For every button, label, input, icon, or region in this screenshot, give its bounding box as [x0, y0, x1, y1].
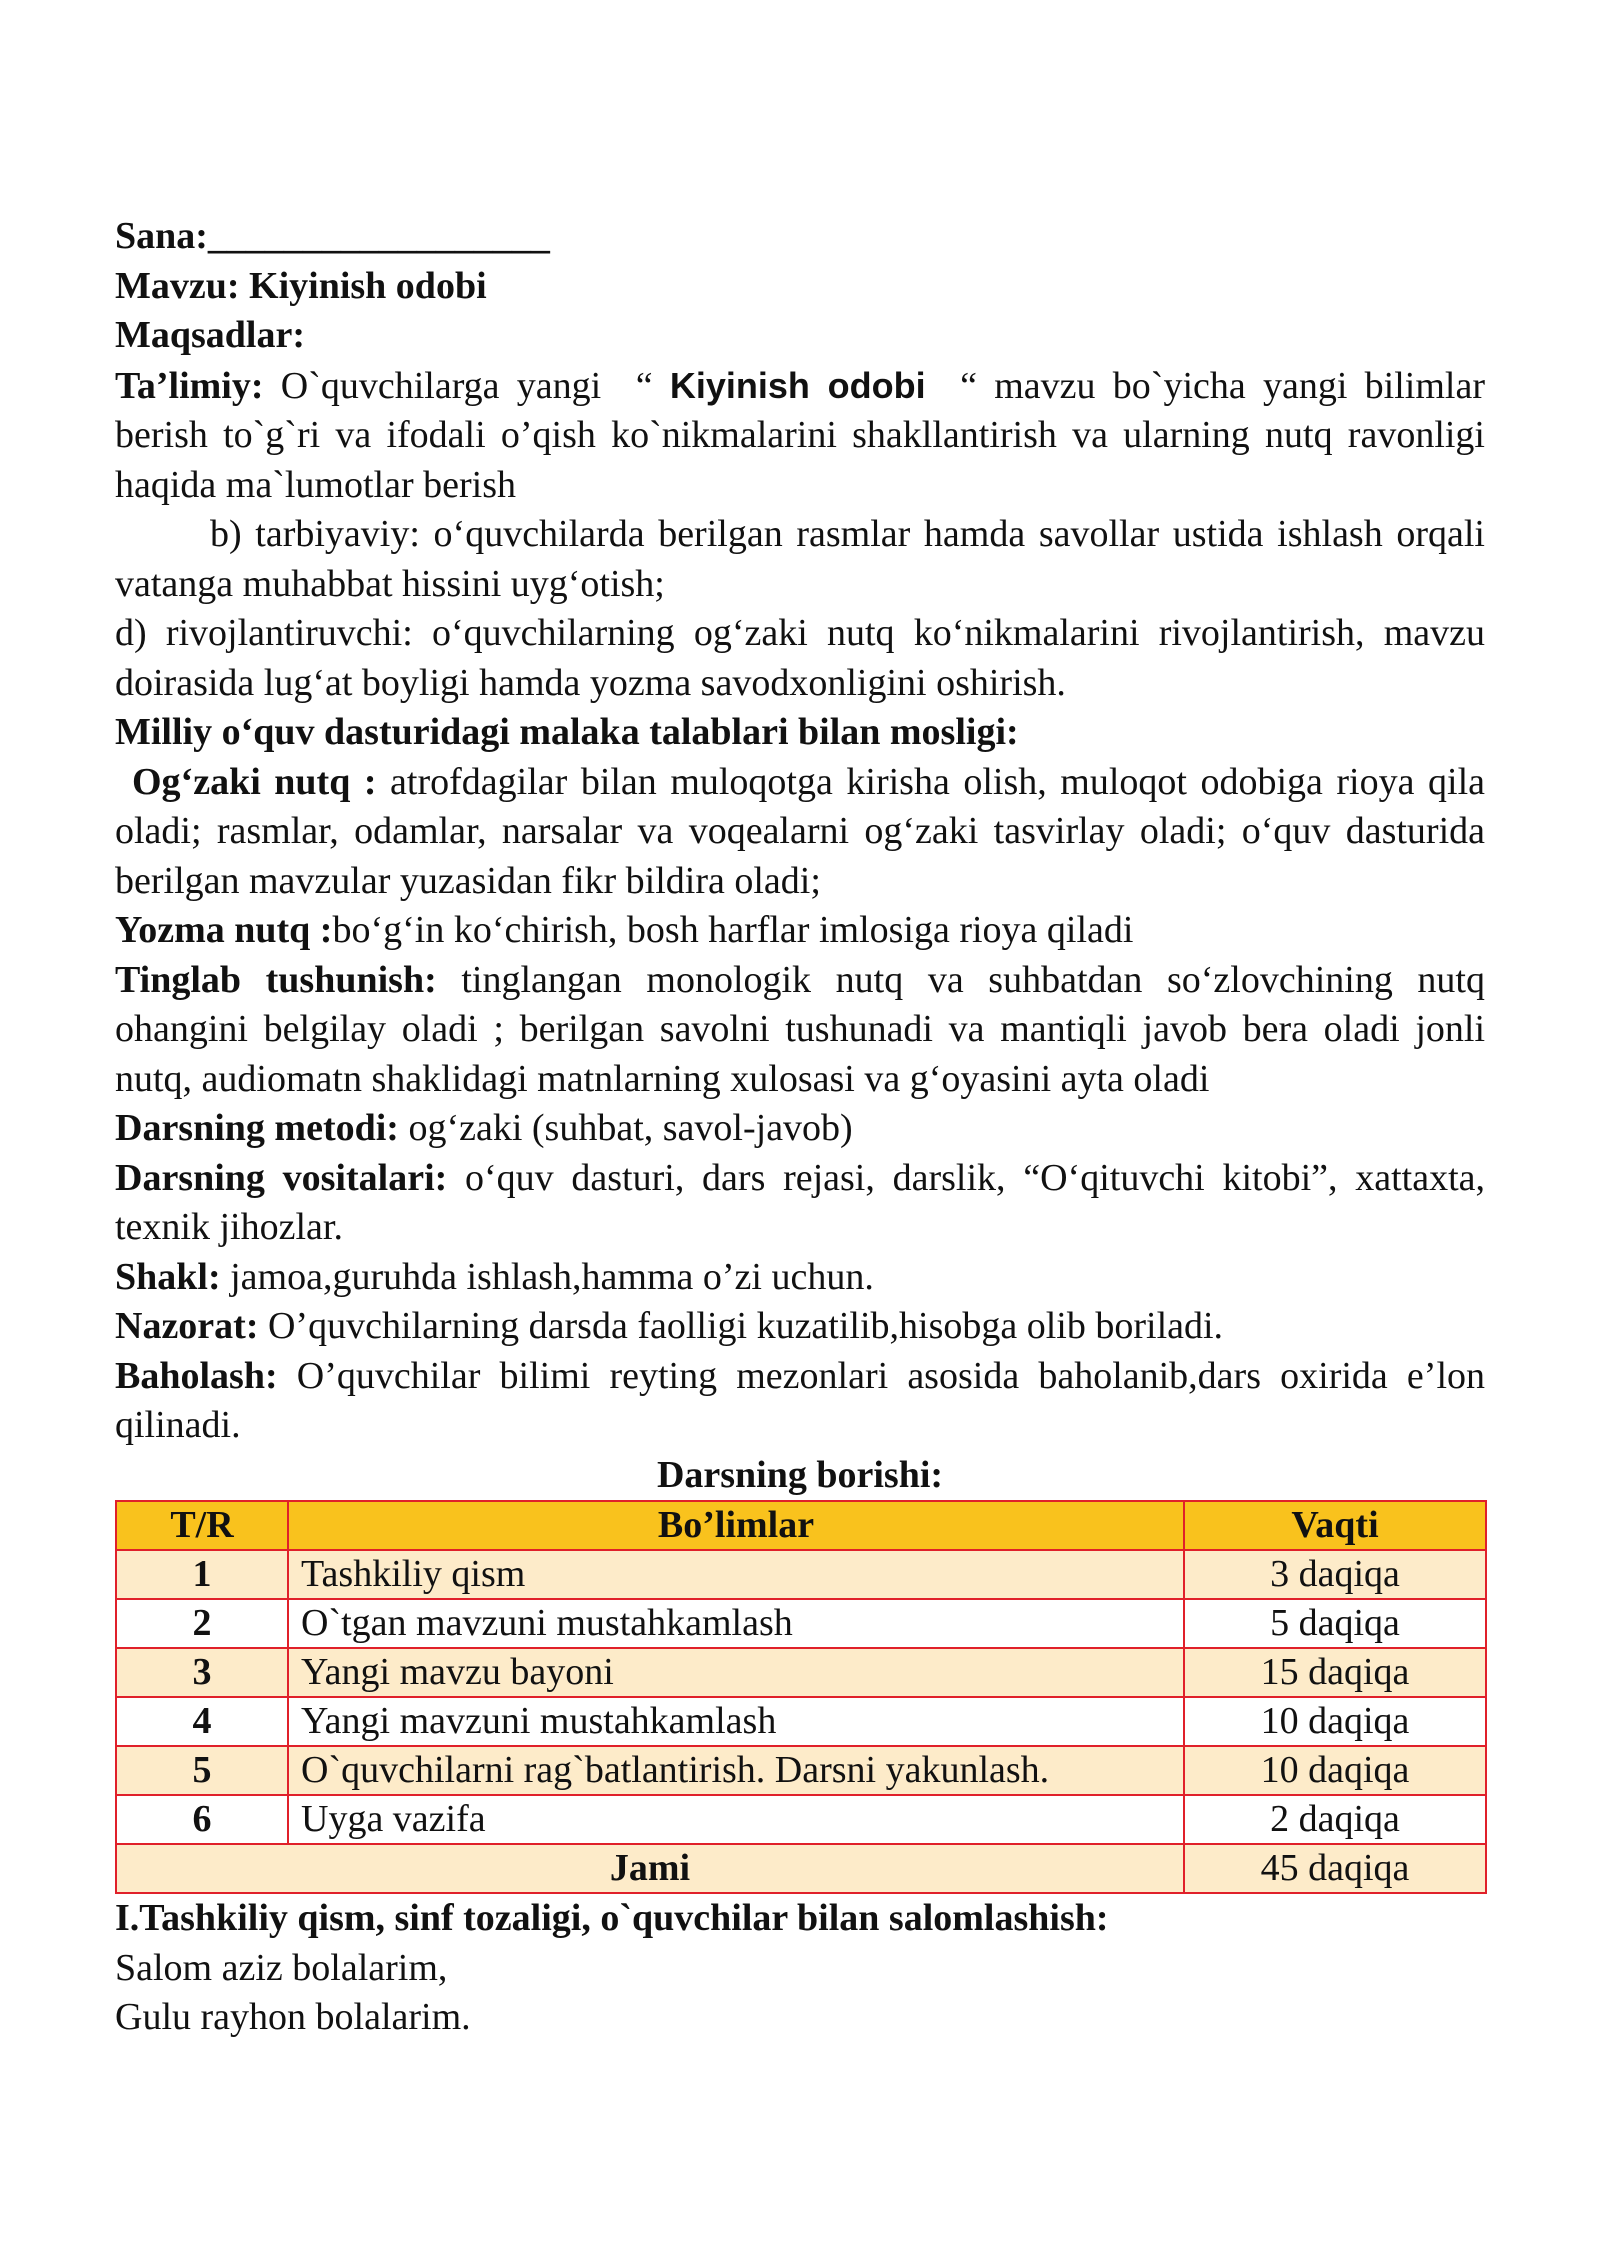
row-time: 10 daqiqa [1184, 1697, 1486, 1746]
row-number: 1 [116, 1550, 288, 1599]
row-number: 6 [116, 1795, 288, 1844]
goals-heading: Maqsadlar: [115, 314, 305, 356]
total-label: Jami [116, 1844, 1184, 1893]
listening-label: Tinglab tushunish: [115, 958, 437, 1001]
row-time: 10 daqiqa [1184, 1746, 1486, 1795]
date-blank: __________________ [207, 215, 550, 257]
table-row [116, 1599, 1486, 1648]
row-time: 2 daqiqa [1184, 1795, 1486, 1844]
educational-label: Ta’limiy: [115, 364, 264, 407]
row-time: 5 daqiqa [1184, 1599, 1486, 1648]
oral-label: Ogʻzaki nutq : [132, 760, 377, 803]
row-section: O`quvchilarni rag`batlantirish. Darsni yakunlash. [288, 1746, 1184, 1795]
educational-topic: Kiyinish odobi [669, 364, 926, 406]
table-header-row [116, 1501, 1486, 1550]
row-number: 2 [116, 1599, 288, 1648]
listening-comprehension [115, 956, 1485, 1105]
upbringing-text: b) tarbiyaviy: oʻquvchilarda berilgan rasmlar hamda savollar ustida ishlash orqali vatanga muhabbat hissini uygʻotish; [115, 513, 1485, 605]
date-label: Sana: [115, 215, 208, 257]
upbringing-goal [115, 510, 1485, 609]
standards-heading: Milliy oʻquv dasturidagi malaka talablari bilan mosligi: [115, 711, 1019, 753]
form-text: jamoa,guruhda ishlash,hamma o’zi uchun. [220, 1255, 874, 1298]
table-row [116, 1697, 1486, 1746]
header-time: Vaqti [1184, 1501, 1486, 1550]
method-text: ogʻzaki (suhbat, savol-javob) [398, 1107, 853, 1149]
row-number: 5 [116, 1746, 288, 1795]
row-section: O`tgan mavzuni mustahkamlash [288, 1599, 1184, 1648]
row-number: 4 [116, 1697, 288, 1746]
greeting-line-2: Gulu rayhon bolalarim. [115, 1996, 471, 2038]
table-row [116, 1795, 1486, 1844]
educational-pre: O`quvchilarga yangi “ [263, 364, 670, 407]
oral-speech [115, 758, 1485, 907]
table-total-row [116, 1844, 1486, 1893]
educational-text: “ mavzu bo`yicha yangi bilimlar berish to`g`ri va ifodali o’qish ko`nikmalarini shakllantirish va ularning nutq ravonligi haqida ma`lumotlar berish [115, 364, 1495, 506]
table-row [116, 1648, 1486, 1697]
total-time: 45 daqiqa [1184, 1844, 1486, 1893]
header-sections: Bo’limlar [288, 1501, 1184, 1550]
written-text: boʻgʻin koʻchirish, bosh harflar imlosiga rioya qiladi [332, 909, 1134, 951]
greeting-line-1: Salom aziz bolalarim, [115, 1946, 448, 1989]
lesson-plan-table [115, 1500, 1487, 1894]
date-line [115, 212, 1485, 262]
written-speech [115, 906, 1485, 956]
header-number: T/R [116, 1501, 288, 1550]
table-row [116, 1550, 1486, 1599]
developmental-goal: d) rivojlantiruvchi: oʻquvchilarning ogʻzaki nutq koʻnikmalarini rivojlantirish, mavzu doirasida lugʻat boyligi hamda yozma savodxonligini oshirish. [115, 612, 1485, 704]
lesson-form [115, 1253, 1485, 1303]
tools-label: Darsning vositalari: [115, 1156, 448, 1199]
section1-heading: I.Tashkiliy qism, sinf tozaligi, o`quvchilar bilan salomlashish: [115, 1897, 1109, 1939]
assessment-text: O’quvchilar bilimi reyting mezonlari asosida baholanib,dars oxirida e’lon qilinadi. [115, 1354, 1485, 1446]
method-label: Darsning metodi: [115, 1107, 399, 1149]
lesson-tools [115, 1154, 1485, 1253]
row-number: 3 [116, 1648, 288, 1697]
tools-text: oʻquv dasturi, dars rejasi, darslik, “Oʻqituvchi kitobi”, xattaxta, texnik jihozlar. [115, 1156, 1486, 1248]
topic-title: Mavzu: Kiyinish odobi [115, 264, 487, 307]
row-section: Yangi mavzu bayoni [288, 1648, 1184, 1697]
row-section: Tashkiliy qism [288, 1550, 1184, 1599]
written-label: Yozma nutq : [115, 909, 333, 951]
lesson-assessment [115, 1352, 1485, 1451]
oral-text: atrofdagilar bilan muloqotga kirisha olish, muloqot odobiga rioya qila oladi; rasmlar, odamlar, narsalar va voqealarni ogʻzaki tasvirlay oladi; oʻquv dasturida berilgan mavzular yuzasidan fikr bildira oladi; [115, 760, 1485, 902]
assessment-label: Baholash: [115, 1354, 278, 1397]
lesson-method [115, 1104, 1485, 1154]
educational-goal [115, 361, 1495, 511]
row-section: Uyga vazifa [288, 1795, 1184, 1844]
row-section: Yangi mavzuni mustahkamlash [288, 1697, 1184, 1746]
table-row [116, 1746, 1486, 1795]
control-label: Nazorat: [115, 1305, 259, 1347]
lesson-control [115, 1302, 1485, 1352]
document-page [115, 212, 1495, 2043]
plan-title: Darsning borishi: [656, 1453, 944, 1496]
control-text: O’quvchilarning darsda faolligi kuzatilib,hisobga olib boriladi. [258, 1305, 1224, 1347]
listening-text: tinglangan monologik nutq va suhbatdan soʻzlovchining nutq ohangini belgilay oladi ; berilgan savolni tushunadi va mantiqli javob bera oladi jonli nutq, audiomatn shaklidagi matnlarning xulosasi va gʻoyasini ayta oladi [115, 958, 1485, 1100]
row-time: 15 daqiqa [1184, 1648, 1486, 1697]
row-time: 3 daqiqa [1184, 1550, 1486, 1599]
form-label: Shakl: [115, 1255, 221, 1298]
